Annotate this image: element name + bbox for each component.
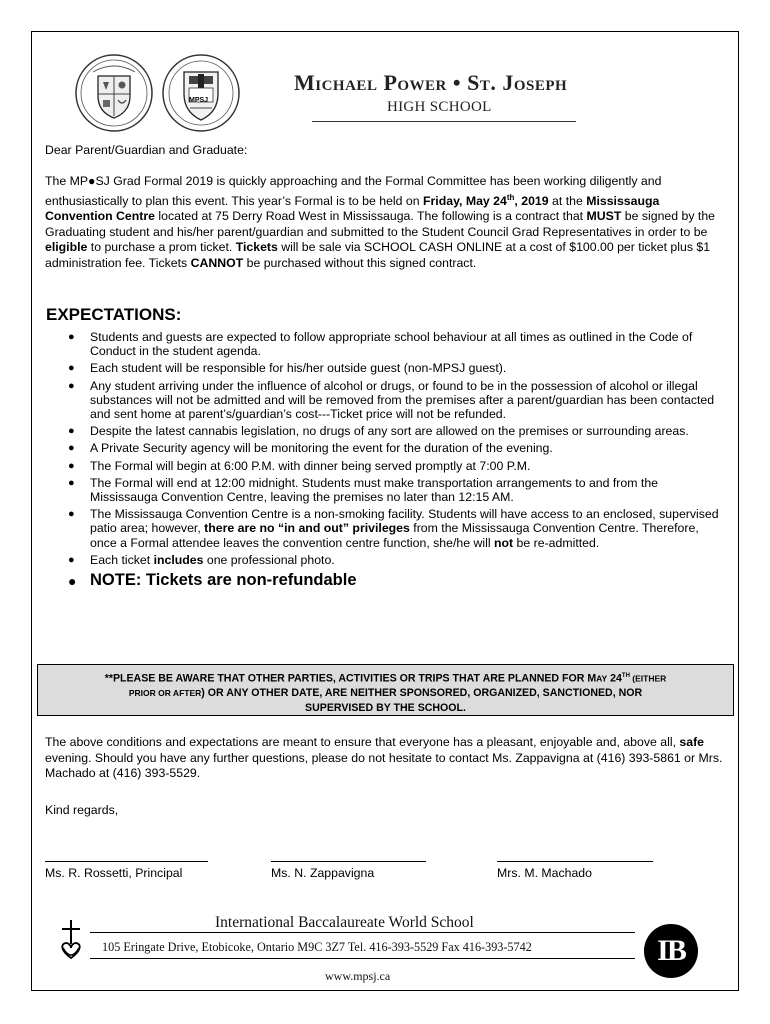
closing-paragraph: The above conditions and expectations are meant to ensure that everyone has a pleasant, enjoyable and, above all, safe evening. Should you have any further questions, please do not hesitate to contact Ms. Zappavigna at (416) 393-5861 or Mrs. Machado at (416) 393-5529. — [45, 735, 723, 780]
list-item: ● The Mississauga Convention Centre is a non-smoking facility. Students will have access to an enclosed, supervised patio area; however, there are no “in and out” privileges from the Mississauga Convention Centre. Therefore, once a Formal attendee leaves the convention centre function, she/he will not be re-admitted. — [68, 507, 719, 550]
signature-name-principal: Ms. R. Rossetti, Principal — [45, 866, 183, 880]
expectations-heading: EXPECTATIONS: — [46, 305, 182, 324]
intro-paragraph: The MP●SJ Grad Formal 2019 is quickly approaching and the Formal Committee has been working diligently and enthusiastically to plan this event. This year’s Formal is to be held on Friday, May 24th, 2019 at the Mississauga Convention Centre located at 75 Derry Road West in Mississauga. The following is a contract that MUST be signed by the Graduating student and his/her parent/guardian and submitted to the Student Council Grad Representatives in order to be eligible to purchase a prom ticket. Tickets will be sale via SCHOOL CASH ONLINE at a cost of $100.00 per ticket plus $1 administration fee. Tickets CANNOT be purchased without this signed contract. — [45, 174, 716, 270]
list-item: ● A Private Security agency will be monitoring the event for the duration of the evening. — [68, 441, 553, 456]
footer-website-link[interactable]: www.mpsj.ca — [325, 969, 391, 983]
signature-line-machado — [497, 861, 653, 862]
footer-address: 105 Eringate Drive, Etobicoke, Ontario M9C 3Z7 Tel. 416-393-5529 Fax 416-393-5742 — [102, 940, 532, 954]
footer-title: International Baccalaureate World School — [215, 914, 474, 931]
expectations-list — [68, 330, 728, 593]
list-item: ● Despite the latest cannabis legislation, no drugs of any sort are allowed on the premises or surrounding areas. — [68, 424, 689, 439]
list-item: ● Students and guests are expected to follow appropriate school behaviour at all times as outlined in the Code of Conduct in the student agenda. — [68, 330, 693, 359]
crest-right-label: MPSJ — [189, 97, 209, 104]
note-non-refundable: ● NOTE: Tickets are non-refundable — [68, 571, 357, 590]
footer-divider-bottom — [90, 958, 635, 959]
closing-regards: Kind regards, — [45, 803, 119, 817]
signature-line-principal — [45, 861, 208, 862]
school-crest-right — [160, 52, 242, 134]
school-crest-left — [73, 52, 155, 134]
warning-box: **PLEASE BE AWARE THAT OTHER PARTIES, ACTIVITIES OR TRIPS THAT ARE PLANNED FOR MAY 24TH (EITHER PRIOR OR AFTER) OR ANY OTHER DATE, ARE NEITHER SPONSORED, ORGANIZED, SANCTIONED, NOR SUPERVISED BY THE SCHOOL. — [37, 664, 734, 716]
school-subtitle: HIGH SCHOOL — [387, 99, 492, 115]
header-divider — [312, 121, 576, 122]
list-item: ● Each student will be responsible for his/her outside guest (non-MPSJ guest). — [68, 361, 507, 376]
salutation: Dear Parent/Guardian and Graduate: — [45, 143, 248, 157]
ib-logo: IB — [644, 924, 698, 978]
list-item: ● The Formal will end at 12:00 midnight. Students must make transportation arrangements to and from the Mississauga Convention Centre, leaving the premises no later than 12:15 AM. — [68, 475, 658, 505]
list-item: ● Each ticket includes one professional photo. — [68, 552, 335, 567]
cross-anchor-heart-icon — [58, 918, 84, 962]
signature-line-zappavigna — [271, 861, 426, 862]
signature-name-machado: Mrs. M. Machado — [497, 866, 592, 880]
signature-name-zappavigna: Ms. N. Zappavigna — [271, 866, 375, 880]
school-name: Michael Power • St. Joseph — [294, 70, 568, 95]
list-item: ● Any student arriving under the influence of alcohol or drugs, or found to be in the possession of alcohol or illegal substances will not be admitted and will be removed from the premises after a parent/guardian has been contacted and sent home at parent’s/guardian’s cost---Ticket price will not be refunded. — [68, 378, 715, 422]
list-item: ● The Formal will begin at 6:00 P.M. with dinner being served promptly at 7:00 P.M. — [68, 458, 531, 473]
footer-divider-top — [90, 932, 635, 933]
